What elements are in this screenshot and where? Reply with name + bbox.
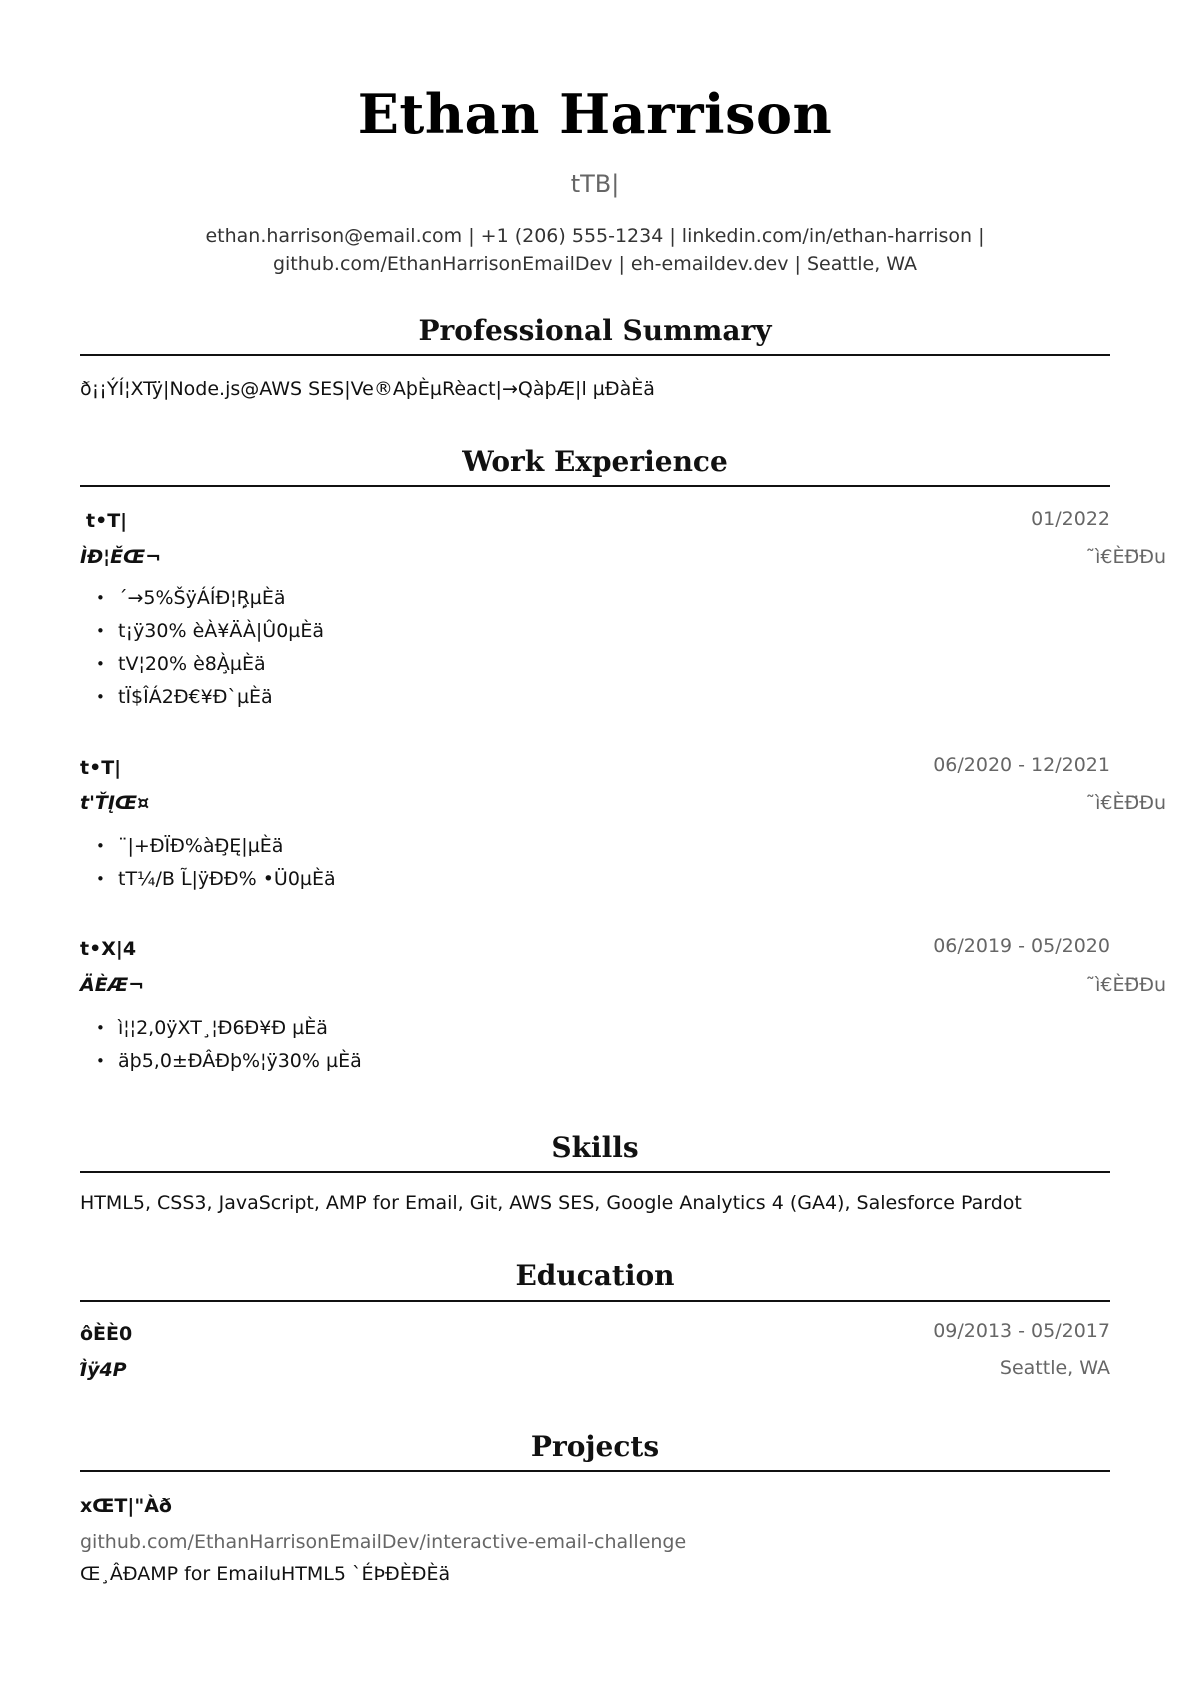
job-company: ÄÈÆ¬ <box>80 974 145 996</box>
education-location: Seattle, WA <box>999 1357 1110 1379</box>
job-company: ÌÐ¦ĚŒ¬ <box>80 546 162 568</box>
job-bullets <box>100 582 324 714</box>
degree: Ì̃ÿ4P <box>80 1359 127 1381</box>
list-item: • t¡ÿ30% èÀ¥ÄÀ|Û0µÈä <box>100 615 324 648</box>
list-item: • ¨|+ÐÏÐ%àÐ̧Ę|µÈä <box>100 830 336 863</box>
skills-heading: Skills <box>551 1131 639 1164</box>
job-date: 06/2020 - 12/2021 <box>933 754 1110 776</box>
summary-divider <box>80 354 1110 356</box>
job-date: 06/2019 - 05/2020 <box>933 935 1110 957</box>
summary-text: ð¡¡ÝÍ¦XTÿ|Node.js@AWS SES|Ve®AþÈµRèact|→QàþÆ|l µÐàÈä <box>80 378 655 400</box>
job-title: t•X|4 <box>80 938 137 960</box>
candidate-title: tTB| <box>570 170 620 198</box>
education-date: 09/2013 - 05/2017 <box>933 1320 1110 1342</box>
contact-info <box>150 222 1040 278</box>
projects-heading: Projects <box>530 1430 660 1463</box>
project-name: xŒT|"Àð <box>80 1495 172 1517</box>
school-name: ôÈÈ0 <box>80 1323 133 1345</box>
summary-heading: Professional Summary <box>418 314 772 347</box>
list-item: • ì¦¦2,0ÿXT¸¦Ð6Ð¥Ð µÈä <box>100 1012 362 1045</box>
work-divider <box>80 485 1110 487</box>
job-title: t•T| <box>86 510 128 532</box>
education-divider <box>80 1300 1110 1302</box>
education-heading: Education <box>515 1259 675 1292</box>
job-title: t•T| <box>80 757 122 779</box>
job-location: ˜ì€ÈÐ̈Ðu <box>1085 546 1166 568</box>
contact-line-2: github.com/EthanHarrisonEmailDev | eh-emaildev.dev | Seattle, WA <box>272 253 918 275</box>
job-company: t'ŤĮŒ¤ <box>80 792 150 814</box>
contact-line-1: ethan.harrison@email.com | +1 (206) 555-1234 | linkedin.com/in/ethan-harrison | <box>205 225 985 247</box>
work-heading: Work Experience <box>462 445 728 478</box>
list-item: • tT¼/B L̃|ÿÐÐ% •Ü0µÈä <box>100 863 336 896</box>
skills-text: HTML5, CSS3, JavaScript, AMP for Email, Git, AWS SES, Google Analytics 4 (GA4), Salesforce Pardot <box>80 1192 1022 1214</box>
list-item: • ´→5%ŠÿÁÍÐ¦Ŗ̧µÈä <box>100 582 324 615</box>
job-location: ˜ì€ÈÐ̈Ðu <box>1085 792 1166 814</box>
skills-divider <box>80 1171 1110 1173</box>
list-item: • äþ5,0±ÐÂÐþ%¦ÿ30% µÈä <box>100 1045 362 1078</box>
job-bullets <box>100 830 336 896</box>
job-location: ˜ì€ÈÐ̈Ðu <box>1085 974 1166 996</box>
list-item: • tÏ$ÎÁ2Ð€¥Ð`µÈä <box>100 681 324 714</box>
job-bullets <box>100 1012 362 1078</box>
project-description: Œ¸ÂÐAMP for EmailuHTML5 `ÉÞÐÈÐÈä <box>80 1563 451 1585</box>
project-link[interactable]: github.com/EthanHarrisonEmailDev/interactive-email-challenge <box>80 1531 687 1553</box>
job-date: 01/2022 <box>1031 508 1110 530</box>
list-item: • tV¦20% è8À̧µÈä <box>100 648 324 681</box>
projects-divider <box>80 1470 1110 1472</box>
candidate-name: Ethan Harrison <box>357 82 833 146</box>
